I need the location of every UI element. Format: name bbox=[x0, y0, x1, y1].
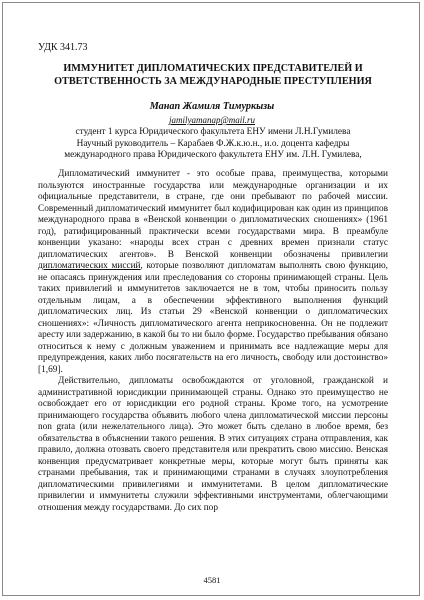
paragraph-text: Дипломатический иммунитет - это особые права, преимущества, которыми пользуются иностранные государства или международные организации и их официальные представители, в стране, где они пребывают по рабочей миссии. Современный дипломатический иммунитет был кодифицирован как один из принципов международного права в «Венской конвенции о дипломатических сношениях» (1961 год), ратифицированный практически всеми государствами мира. В преамбуле конвенции указано: «народы всех стран с древних времен признали статус дипломатических агентов». В Венской конвенции обозначены привилегии bbox=[38, 169, 388, 260]
paper-title: ИММУНИТЕТ ДИПЛОМАТИЧЕСКИХ ПРЕДСТАВИТЕЛЕЙ И ОТВЕТСТВЕННОСТЬ ЗА МЕЖДУНАРОДНЫЕ ПРЕСТУПЛЕНИЯ bbox=[54, 63, 372, 87]
affiliation-line: Научный руководитель – Карабаев Ф.Ж.к.ю.н., и.о. доцента кафедры bbox=[76, 138, 350, 149]
underlined-term: дипломатических миссий bbox=[38, 261, 141, 271]
author-email[interactable]: jamilyamanap@mail.ru bbox=[168, 115, 256, 125]
affiliation-line: международного права Юридического факультета ЕНУ им. Л.Н. Гумилева, bbox=[64, 150, 362, 161]
author-name: Манап Жамиля Тимуркызы bbox=[149, 101, 275, 112]
document-page bbox=[2, 2, 420, 596]
body-paragraph: Действительно, дипломаты освобождаются от уголовной, гражданской и административной юрисдикции принимающей страны. Однако это преимущество не освобождает его от юрисдикции его родной страны. Кроме того, на усмотрение принимающего государства объявить любого члена дипломатической миссии персоны non grata (или нежелательного лица). Это может быть сделано в любое время, без обязательства в объяснении такого решения. В этих ситуациях страна отправления, как правило, должна отозвать своего представителя или прекратить свою миссию. Венская конвенция предусматривает конкретные меры, которые могут быть приняты как странами пребывания, так и принимающими странами в случаях злоупотребления дипломатическими привилегиями и иммунитетами. В целом дипломатические привилегии и иммунитеты служили эффективными инструментами, облегчающими отношения между государствами. До сих пор bbox=[38, 376, 388, 513]
author-affiliation bbox=[28, 127, 398, 162]
udk-code: УДК 341.73 bbox=[38, 42, 88, 53]
article-body bbox=[38, 169, 388, 514]
body-paragraph bbox=[38, 169, 388, 376]
affiliation-line: студент 1 курса Юридического факультета ЕНУ имени Л.Н.Гумилева bbox=[75, 127, 351, 137]
paragraph-text: , которые позволяют дипломатам выполнять свою функцию, не опасаясь принуждения или преследования со стороны принимающей страны. Цель таких привилегий и иммунитетов заключается не в том, чтобы приносить пользу отдельным лицам, а в обеспечении эффективного выполнения функций дипломатических лиц. Из статьи 29 «Венской конвенции о дипломатических сношениях»: «Личность дипломатического агента неприкосновенна. Он не подлежит аресту или задержанию, в какой бы то ни было форме. Государство пребывания обязано относиться к нему с должным уважением и принимать все надлежащие меры для предупреждения, каких либо посягательств на его личность, свободу или достоинство» [1,69]. bbox=[38, 261, 388, 375]
page-number: 4581 bbox=[203, 575, 221, 585]
